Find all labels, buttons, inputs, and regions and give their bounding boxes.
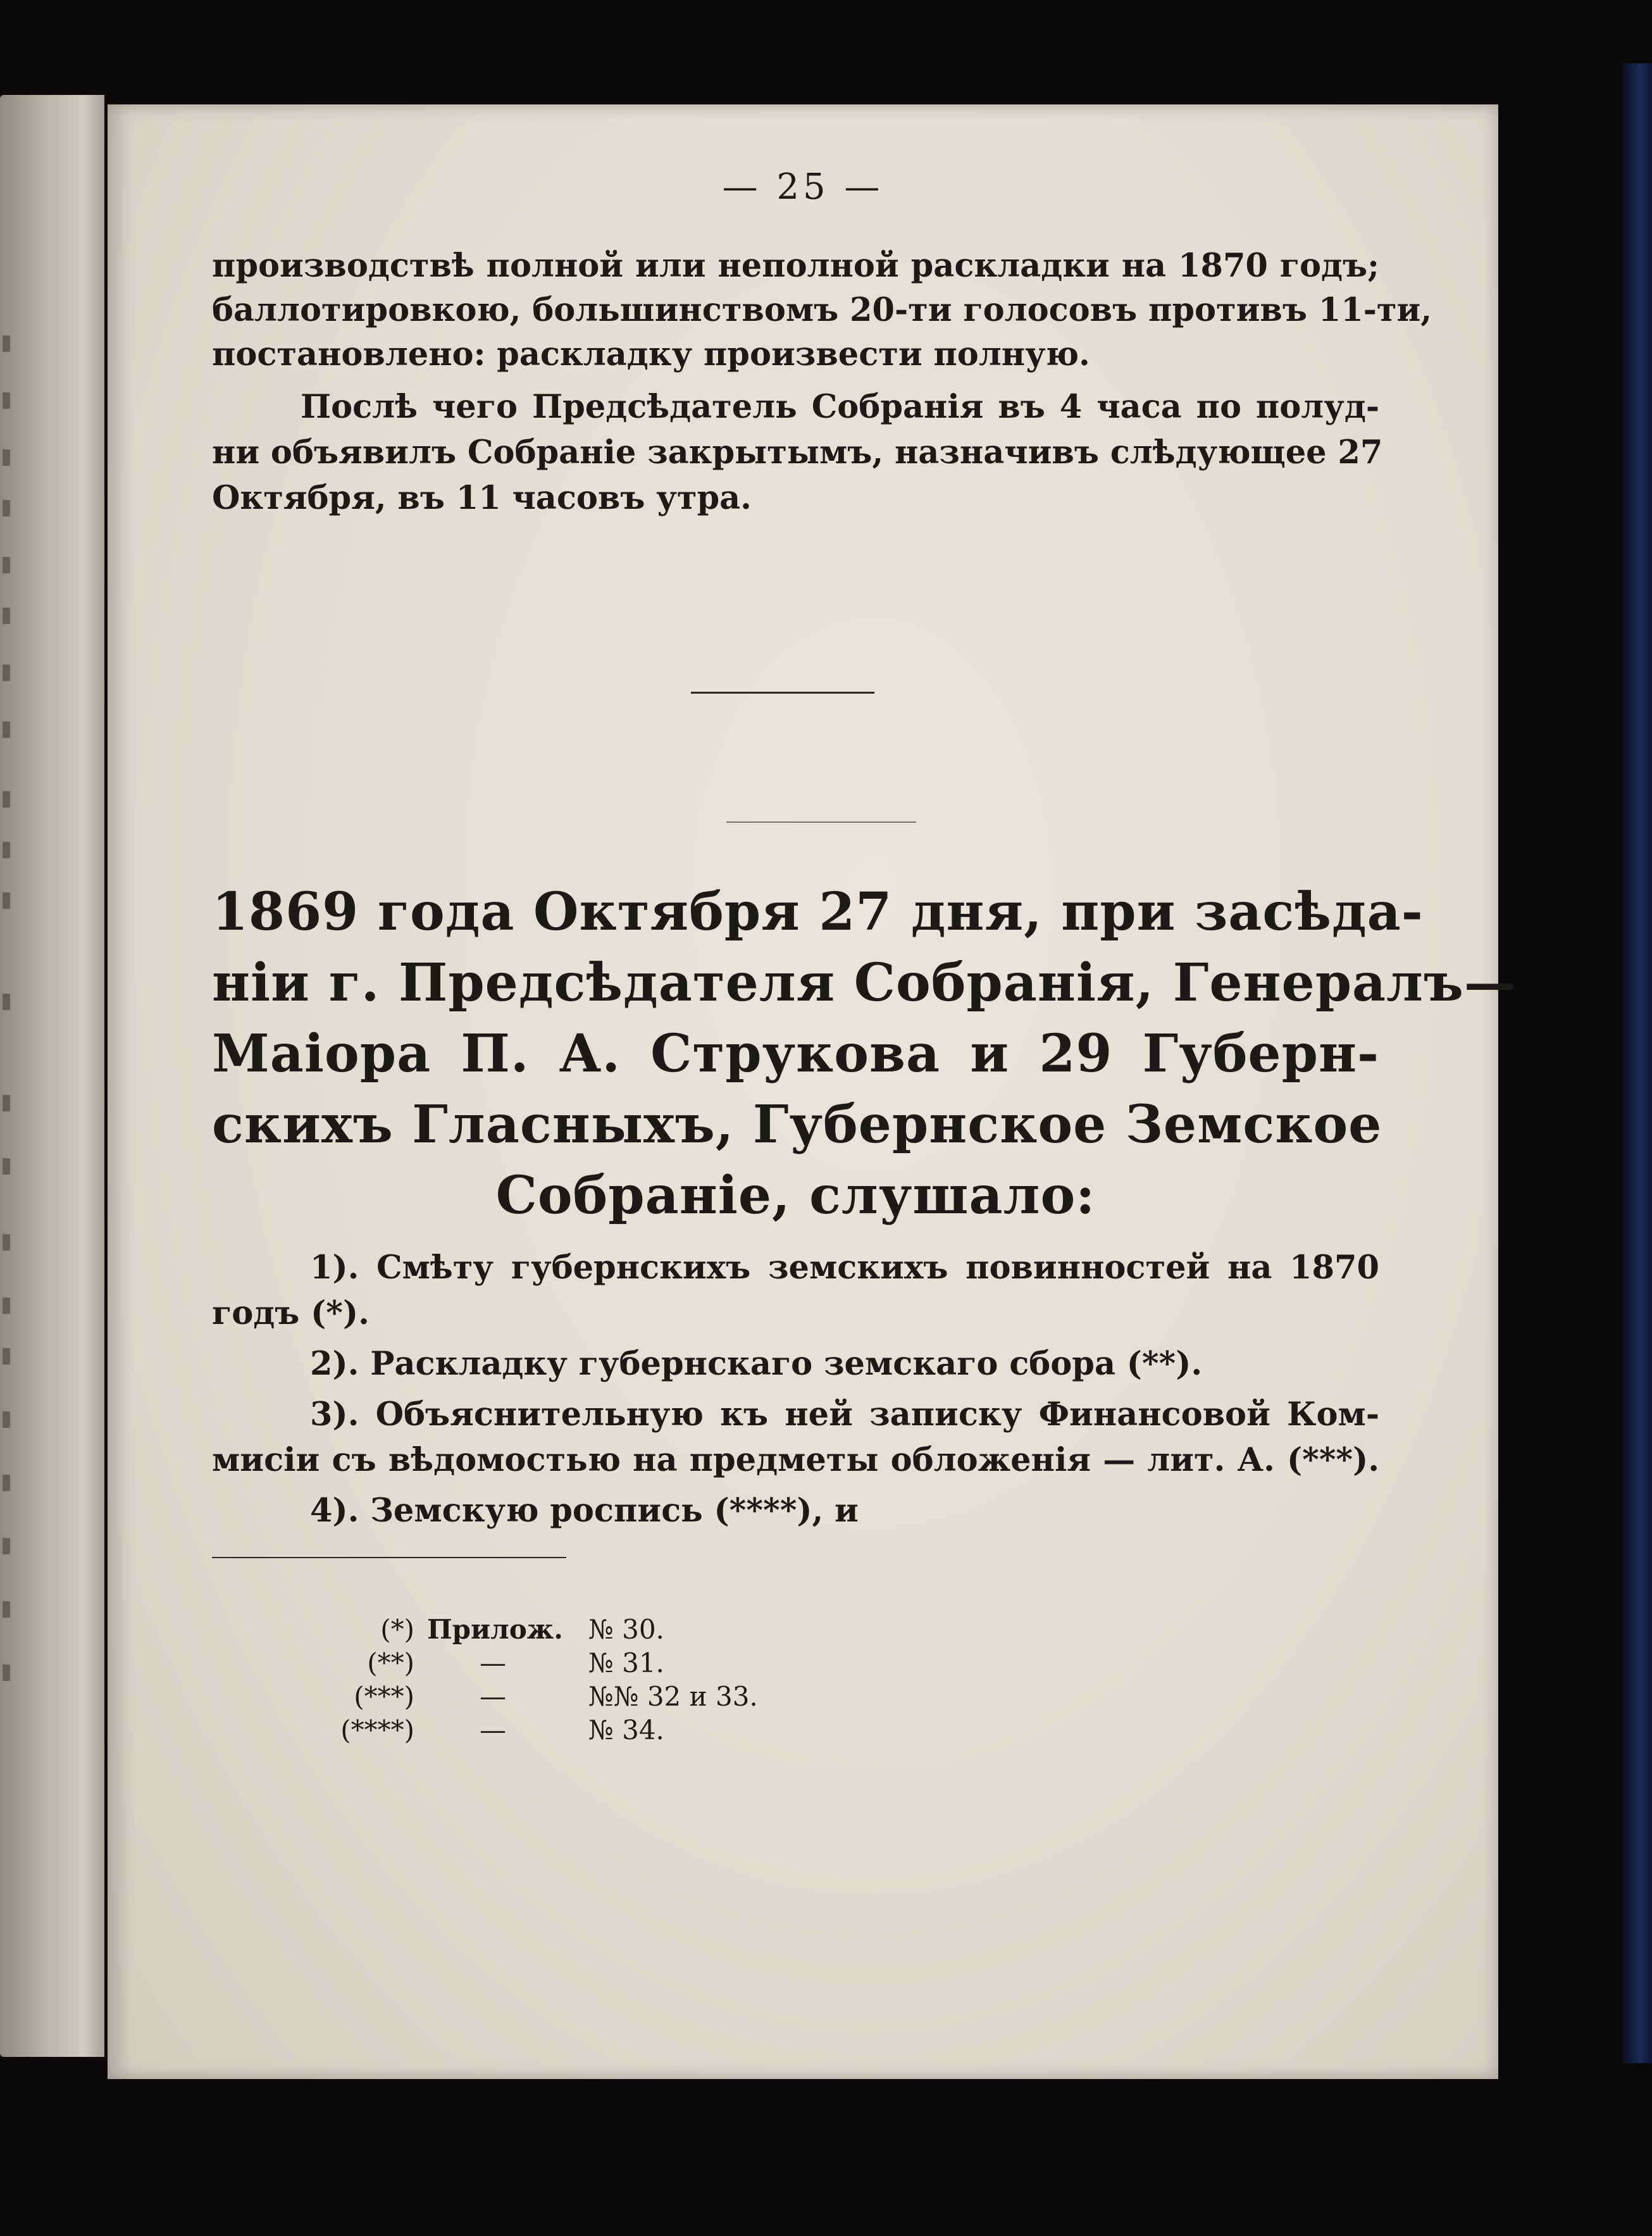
book-page (108, 104, 1517, 2079)
footnote-label: Прилож. (427, 1614, 563, 1645)
footnote-mark: (***) (354, 1681, 414, 1712)
session-heading-line: ніи г. Предсѣдателя Собранія, Генералъ— (212, 952, 1517, 1013)
faint-rule (726, 821, 916, 823)
footnote-label: — (480, 1714, 506, 1746)
session-heading-line: Маіора П. А. Струкова и 29 Губерн- (212, 1023, 1379, 1084)
agenda-item: 1). Смѣту губернскихъ земскихъ повинностей на 1870 (310, 1249, 1379, 1287)
previous-page-text-fragments (3, 335, 22, 1728)
session-heading-line: скихъ Гласныхъ, Губернское Земское (212, 1094, 1382, 1155)
footnote-ref: № 30. (588, 1614, 664, 1645)
session-heading-line: 1869 года Октября 27 дня, при засѣда- (212, 882, 1424, 942)
footnote-label: — (480, 1647, 506, 1678)
agenda-item: 3). Объяснительную къ ней записку Финансовой Ком- (310, 1396, 1379, 1433)
section-separator (691, 692, 874, 694)
previous-page-edge (0, 95, 104, 2057)
body-line: Послѣ чего Предсѣдатель Собранія въ 4 часа по полуд- (301, 388, 1379, 426)
footnote-rule (212, 1557, 566, 1558)
body-line: производствѣ полной или неполной раскладки на 1870 годъ; (212, 247, 1379, 285)
agenda-item: мисіи съ вѣдомостью на предметы обложенія — лит. А. (***). (212, 1441, 1379, 1479)
body-line: Октября, въ 11 часовъ утра. (212, 479, 752, 517)
page-number: — 25 — (722, 166, 884, 208)
footnote-ref: № 31. (588, 1647, 664, 1678)
agenda-item: годъ (*). (212, 1294, 370, 1332)
footnote-label: — (480, 1681, 506, 1712)
footnote-ref: №№ 32 и 33. (588, 1681, 758, 1712)
agenda-item: 4). Земскую роспись (****), и (310, 1492, 859, 1530)
footnote-mark: (**) (367, 1647, 414, 1678)
session-heading-line: Собраніе, слушало: (495, 1165, 1096, 1226)
footnote-mark: (*) (380, 1614, 414, 1645)
body-line: постановлено: раскладку произвести полную. (212, 335, 1090, 373)
footnote-mark: (****) (340, 1714, 414, 1746)
agenda-item: 2). Раскладку губернскаго земскаго сбора (**). (310, 1345, 1203, 1383)
footnote-ref: № 34. (588, 1714, 664, 1746)
book-binding-edge (1624, 63, 1652, 2063)
body-line: ни объявилъ Собраніе закрытымъ, назначивъ слѣдующее 27 (212, 434, 1383, 472)
body-line: баллотировкою, большинствомъ 20-ти голосовъ противъ 11-ти, (212, 291, 1432, 329)
